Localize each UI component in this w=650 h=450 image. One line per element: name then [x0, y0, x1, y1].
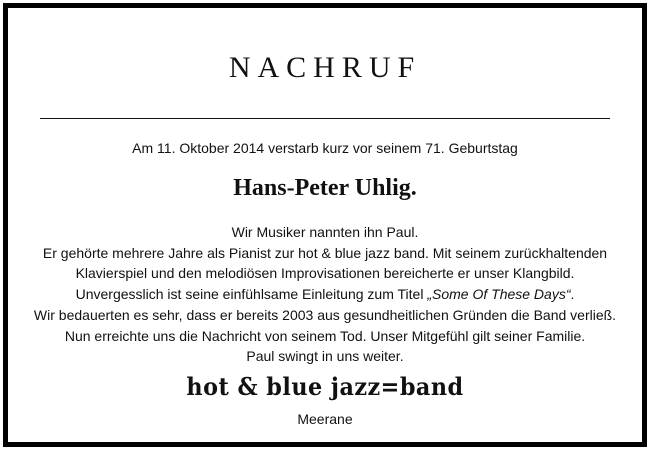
body-line-6: Nun erreichte uns die Nachricht von seinem Tod. Unser Mitgefühl gilt seiner Familie. — [64, 327, 586, 344]
deceased-name: Hans-Peter Uhlig. — [233, 175, 417, 201]
body-line-5: Wir bedauerten es sehr, dass er bereits 2003 aus gesundheitlichen Gründen die Band verließ. — [33, 306, 617, 323]
song-title: „Some Of These Days“ — [427, 286, 571, 303]
intro-text: Am 11. Oktober 2014 verstarb kurz vor seinem 71. Geburtstag — [132, 140, 518, 156]
notice-frame — [3, 3, 647, 447]
body-line-7: Paul swingt in uns weiter. — [246, 348, 404, 365]
body-line-3: Klavierspiel und den melodiösen Improvisationen bereicherte er unser Klangbild. — [75, 265, 575, 282]
body-line-4-prefix: Unvergesslich ist seine einfühlsame Einleitung zum Titel — [75, 286, 428, 303]
body-line-4-suffix: . — [570, 286, 575, 303]
notice-body — [18, 222, 632, 367]
body-line-1: Wir Musiker nannten ihn Paul. — [231, 224, 419, 240]
notice-title: NACHRUF — [228, 51, 422, 84]
divider-line — [40, 118, 610, 119]
band-signature: hot & blue jazz=band — [186, 372, 464, 401]
body-line-2: Er gehörte mehrere Jahre als Pianist zur hot & blue jazz band. Mit seinem zurückhaltenden — [42, 244, 608, 261]
city-text: Meerane — [297, 411, 353, 427]
body-line-4 — [18, 284, 632, 305]
